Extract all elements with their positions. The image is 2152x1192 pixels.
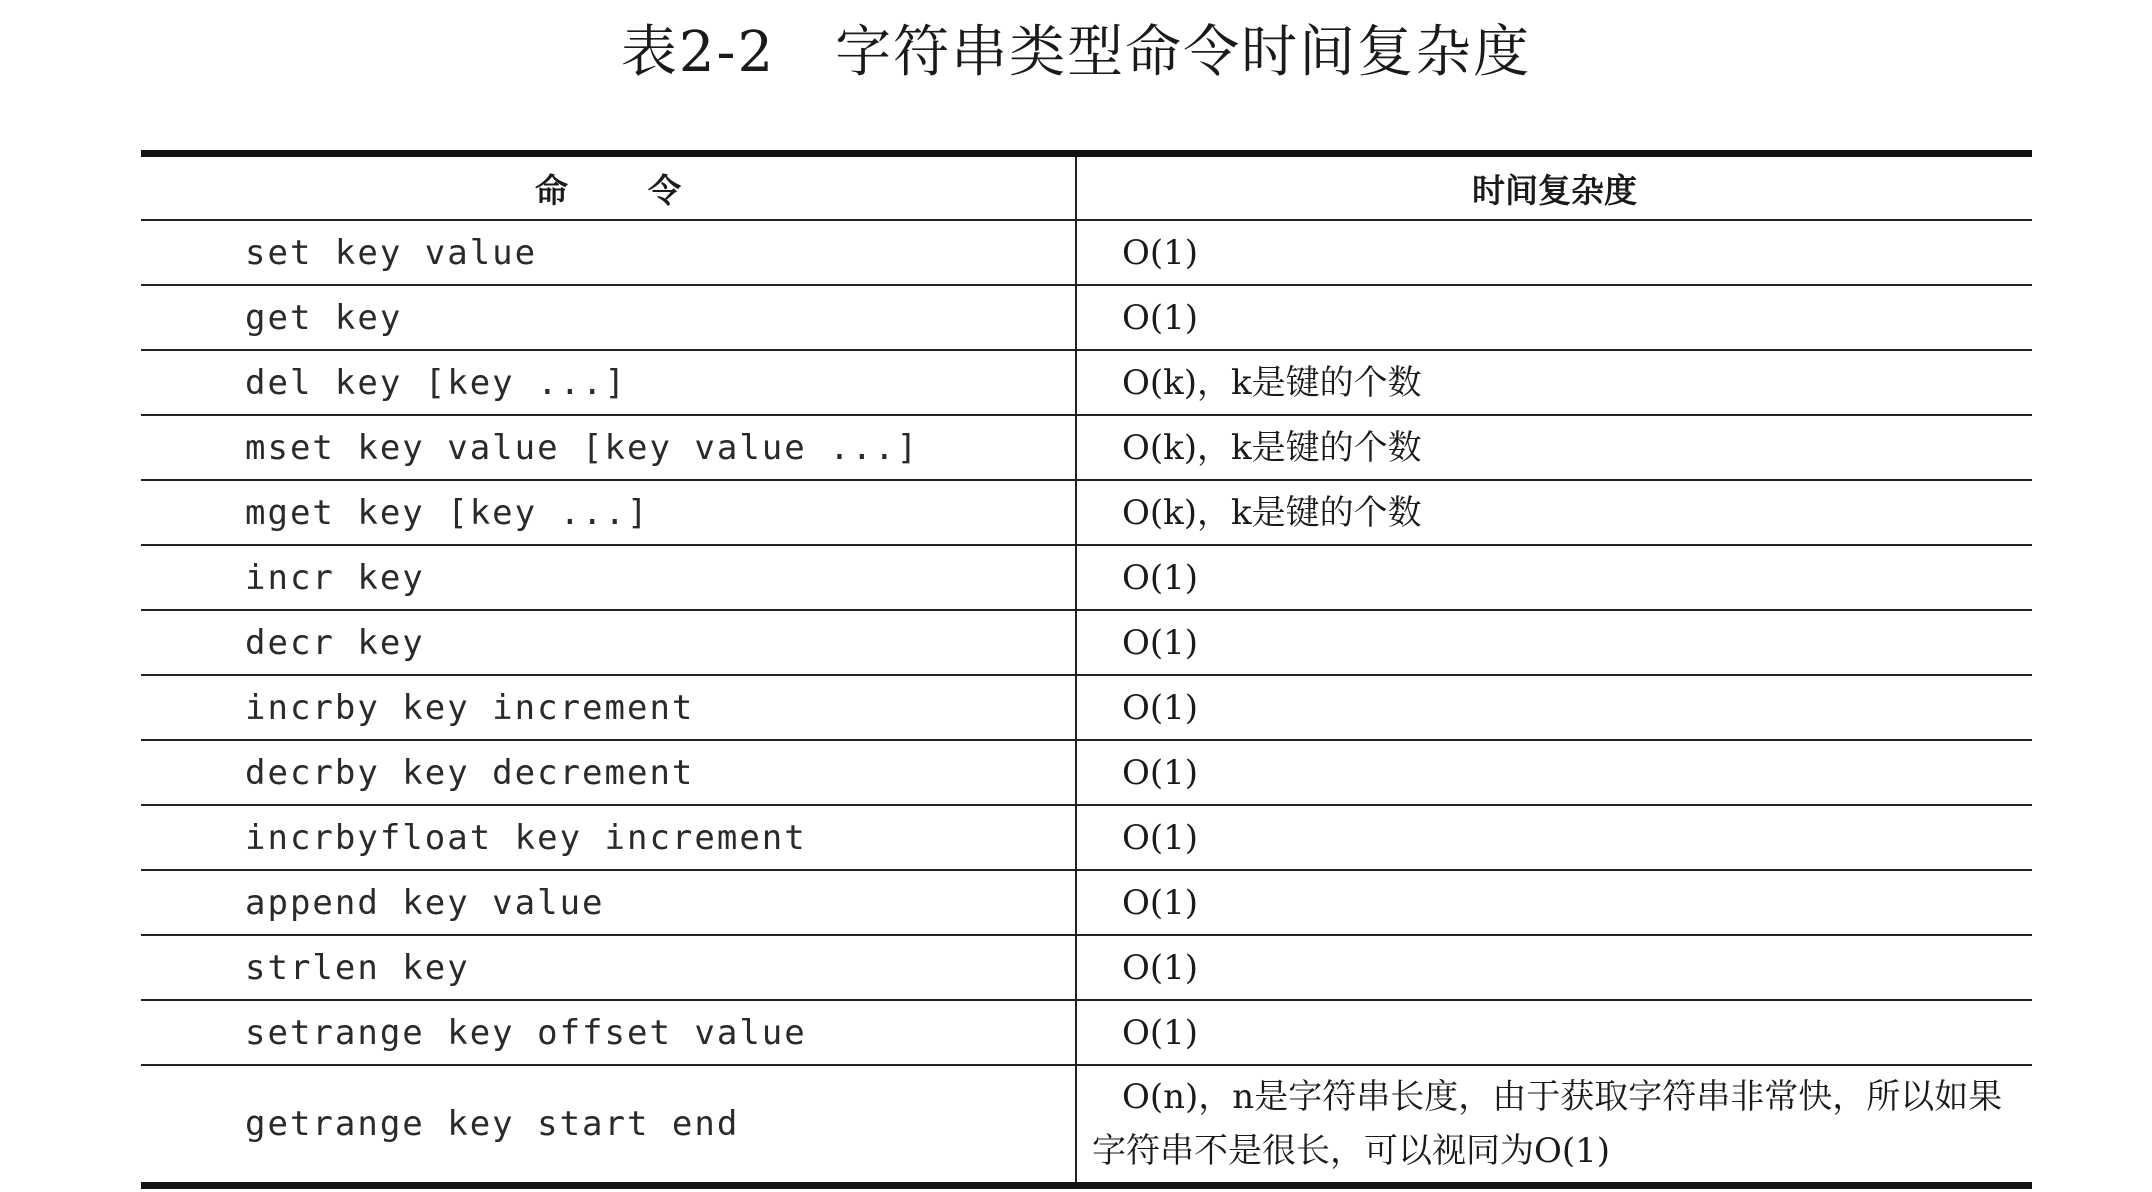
complexity-cell: O(1)	[1122, 752, 1199, 793]
command-cell: strlen key	[245, 947, 470, 988]
complexity-table	[141, 150, 2032, 1189]
command-cell: append key value	[245, 882, 605, 923]
complexity-cell: O(1)	[1122, 297, 1199, 338]
table-title: 字符串类型命令时间复杂度	[835, 20, 1532, 85]
complexity-cell: O(1)	[1122, 882, 1199, 923]
complexity-cell: O(1)	[1122, 1012, 1199, 1053]
table-row	[141, 805, 2032, 870]
table-row	[141, 870, 2032, 935]
table-row	[141, 675, 2032, 740]
table-number: 表2-2	[620, 20, 776, 85]
table-row	[141, 935, 2032, 1000]
table-row	[141, 545, 2032, 610]
command-cell: decrby key decrement	[245, 752, 695, 793]
complexity-cell: O(k)，k是键的个数	[1122, 492, 1422, 533]
complexity-cell: O(k)，k是键的个数	[1122, 362, 1422, 403]
complexity-cell: O(1)	[1122, 622, 1199, 663]
table-row	[141, 740, 2032, 805]
table-header-row	[141, 154, 2032, 221]
complexity-cell: O(1)	[1122, 557, 1199, 598]
complexity-cell: O(1)	[1122, 947, 1199, 988]
command-cell: incr key	[245, 557, 425, 598]
command-cell: incrbyfloat key increment	[245, 817, 807, 858]
command-cell: setrange key offset value	[245, 1012, 807, 1053]
command-cell: decr key	[245, 622, 425, 663]
complexity-cell: O(1)	[1122, 817, 1199, 858]
table-row	[141, 610, 2032, 675]
command-cell: set key value	[245, 232, 538, 273]
table-row	[141, 285, 2032, 350]
command-cell: mset key value [key value ...]	[245, 427, 920, 468]
complexity-cell: O(k)，k是键的个数	[1122, 427, 1422, 468]
table-row	[141, 1000, 2032, 1065]
table-row	[141, 220, 2032, 285]
complexity-cell: O(1)	[1122, 687, 1199, 728]
table-row	[141, 415, 2032, 480]
command-cell: mget key [key ...]	[245, 492, 650, 533]
table-row	[141, 1065, 2032, 1186]
table-row	[141, 480, 2032, 545]
command-cell: incrby key increment	[245, 687, 695, 728]
command-cell: getrange key start end	[245, 1104, 740, 1144]
command-cell: del key [key ...]	[245, 362, 627, 403]
command-cell: get key	[245, 297, 403, 338]
complexity-cell: O(n)，n是字符串长度，由于获取字符串非常快，所以如果字符串不是很长，可以视同为O(1)	[1092, 1077, 2003, 1171]
complexity-cell: O(1)	[1122, 232, 1199, 273]
header-complexity: 时间复杂度	[1076, 154, 2032, 221]
table-row	[141, 350, 2032, 415]
table-caption	[0, 8, 2152, 98]
header-command: 命令	[141, 154, 1076, 221]
